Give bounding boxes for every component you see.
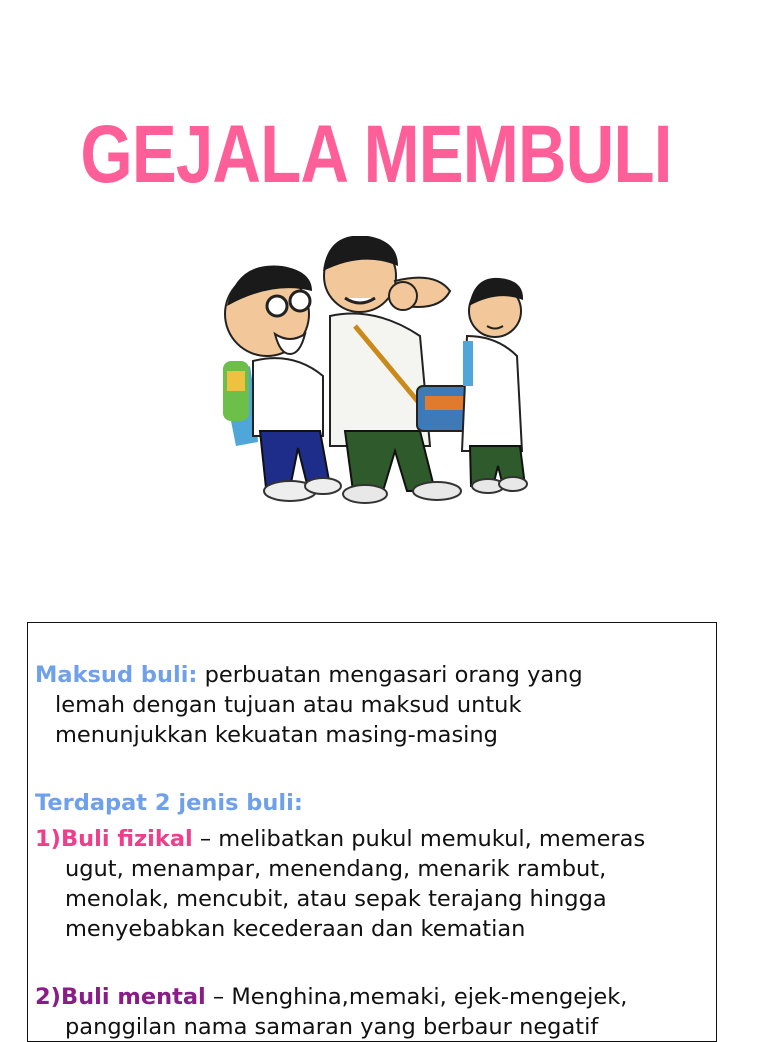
item-text: – Menghina,memaki, ejek-mengejek, xyxy=(205,984,628,1010)
item-2-line-1 xyxy=(35,982,715,1012)
types-heading: Terdapat 2 jenis buli: xyxy=(35,790,303,816)
item-1-line-4: menyebabkan kecederaan dan kematian xyxy=(65,916,526,942)
definition-text-1: perbuatan mengasari orang yang xyxy=(197,662,583,688)
item-2-line-2: panggilan nama samaran yang berbaur negatif xyxy=(65,1014,599,1040)
item-1-line-1 xyxy=(35,824,715,854)
definition-line-3: menunjukkan kekuatan masing-masing xyxy=(55,722,498,748)
item-number: 1) xyxy=(35,826,61,852)
victim-boy-figure xyxy=(223,266,341,502)
item-1-line-3: menolak, mencubit, atau sepak terajang hingga xyxy=(65,886,607,912)
definition-line-2: lemah dengan tujuan atau maksud untuk xyxy=(55,692,522,718)
definition-label: Maksud buli: xyxy=(35,662,198,688)
item-number: 2) xyxy=(35,984,61,1010)
definition-line-1 xyxy=(35,660,715,690)
bully-cartoon-illustration xyxy=(205,236,540,511)
item-label: Buli fizikal xyxy=(60,826,193,852)
page-title: GEJALA MEMBULI xyxy=(80,109,672,200)
item-text: – melibatkan pukul memukul, memeras xyxy=(192,826,646,852)
item-label: Buli mental xyxy=(60,984,206,1010)
bully-boy-figure xyxy=(323,236,472,503)
third-boy-figure xyxy=(462,278,527,493)
definition-paragraph xyxy=(35,660,715,750)
item-1-line-2: ugut, menampar, menendang, menarik rambut, xyxy=(65,856,607,882)
list-item xyxy=(35,824,715,944)
list-item xyxy=(35,982,715,1042)
